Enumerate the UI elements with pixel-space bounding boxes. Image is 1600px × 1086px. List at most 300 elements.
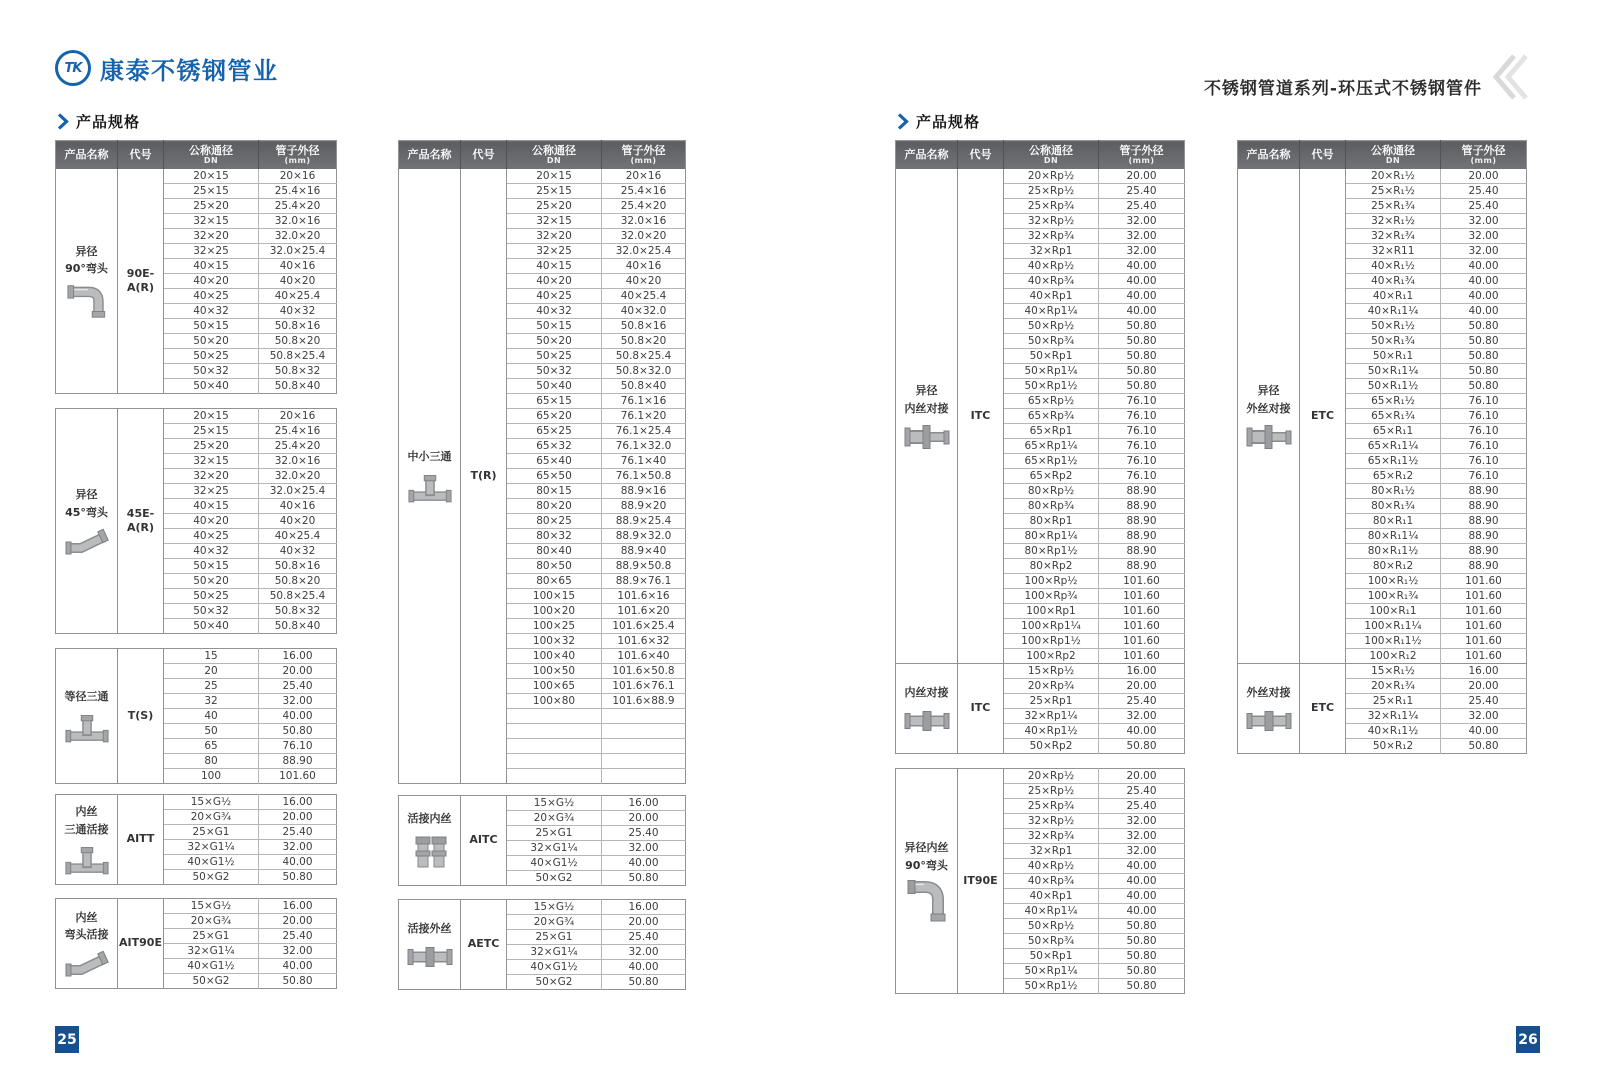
- dn-value: 50×R₁1¼: [1346, 364, 1441, 379]
- dn-value: [507, 769, 602, 784]
- od-value: 20.00: [1441, 169, 1527, 184]
- od-value: 40×16: [259, 259, 337, 274]
- od-value: [602, 709, 686, 724]
- od-value: 32.00: [1099, 244, 1185, 259]
- product-name: 内丝 三通活接: [64, 805, 109, 836]
- spec-row: [399, 796, 686, 811]
- product-cell: [56, 169, 118, 394]
- od-value: 40.00: [259, 709, 337, 724]
- od-value: 16.00: [259, 649, 337, 664]
- od-value: 76.1×20: [602, 409, 686, 424]
- od-value: 76.10: [1441, 454, 1527, 469]
- product-name: 异径 90°弯头: [65, 244, 108, 275]
- od-value: 50.80: [1441, 319, 1527, 334]
- od-value: 50.80: [1099, 934, 1185, 949]
- od-value: 32.00: [259, 944, 337, 959]
- dn-value: 50×R₁¾: [1346, 334, 1441, 349]
- od-value: 40×25.4: [259, 529, 337, 544]
- brand-name: 康泰不锈钢管业: [100, 56, 279, 85]
- dn-value: 25×G1: [164, 825, 259, 840]
- od-value: 40×25.4: [602, 289, 686, 304]
- dn-value: 100×R₁2: [1346, 649, 1441, 664]
- dn-value: 32×Rp1¼: [1004, 709, 1099, 724]
- od-value: 50.8×25.4: [602, 349, 686, 364]
- dn-value: 40×15: [164, 259, 259, 274]
- od-value: 16.00: [602, 900, 686, 915]
- product-photo-elbow45-icon: [56, 526, 117, 556]
- dn-value: 80×25: [507, 514, 602, 529]
- od-value: 40.00: [1441, 304, 1527, 319]
- dn-value: 50×15: [507, 319, 602, 334]
- dn-value: 65×40: [507, 454, 602, 469]
- dn-value: 65×R₁1¼: [1346, 439, 1441, 454]
- dn-value: 50×40: [164, 379, 259, 394]
- brand-logo-icon: [55, 50, 91, 86]
- dn-value: 50×40: [507, 379, 602, 394]
- dn-value: 25×Rp½: [1004, 184, 1099, 199]
- od-value: 25.4×20: [602, 199, 686, 214]
- dn-value: [507, 724, 602, 739]
- dn-value: 15×G½: [164, 899, 259, 914]
- od-value: 32.0×16: [602, 214, 686, 229]
- dn-value: 40×G1½: [164, 855, 259, 870]
- product-name: 内丝对接: [904, 686, 949, 700]
- spec-row: [896, 664, 1185, 679]
- od-value: 76.10: [1099, 424, 1185, 439]
- od-value: 32.0×16: [259, 454, 337, 469]
- section-header-left: [57, 111, 140, 132]
- spec-table: [895, 140, 1185, 754]
- od-value: 76.10: [1099, 454, 1185, 469]
- spec-row: [399, 169, 686, 184]
- dn-value: 80×65: [507, 574, 602, 589]
- spec-row: [896, 769, 1185, 784]
- od-value: 88.9×32.0: [602, 529, 686, 544]
- dn-value: 32×G1¼: [507, 841, 602, 856]
- spec-row: [1238, 169, 1527, 184]
- dn-value: 32×Rp1: [1004, 844, 1099, 859]
- dn-value: [507, 709, 602, 724]
- dn-value: 50×Rp1: [1004, 949, 1099, 964]
- product-cell: [896, 169, 958, 664]
- dn-value: 80×40: [507, 544, 602, 559]
- dn-value: 25×20: [507, 199, 602, 214]
- od-value: 101.60: [1099, 574, 1185, 589]
- od-value: 40.00: [259, 855, 337, 870]
- dn-value: 40×R₁1¼: [1346, 304, 1441, 319]
- od-value: 50.8×16: [259, 559, 337, 574]
- dn-value: 65×R₁1½: [1346, 454, 1441, 469]
- od-value: 20.00: [1099, 679, 1185, 694]
- dn-value: 40×15: [507, 259, 602, 274]
- od-value: 50.80: [1099, 334, 1185, 349]
- dn-value: 40×25: [164, 289, 259, 304]
- product-cell: [56, 409, 118, 634]
- dn-value: 50×Rp½: [1004, 919, 1099, 934]
- dn-value: 20×Rp¾: [1004, 679, 1099, 694]
- spec-row: [56, 169, 337, 184]
- dn-value: 20×Rp½: [1004, 769, 1099, 784]
- od-value: 40.00: [602, 960, 686, 975]
- od-value: 101.6×32: [602, 634, 686, 649]
- dn-value: 100: [164, 769, 259, 784]
- dn-value: 40×Rp¾: [1004, 874, 1099, 889]
- dn-value: 40×G1½: [507, 960, 602, 975]
- od-value: 25.4×20: [259, 199, 337, 214]
- od-value: 76.10: [259, 739, 337, 754]
- od-value: 101.60: [1099, 634, 1185, 649]
- od-value: 20.00: [602, 811, 686, 826]
- od-value: 101.6×25.4: [602, 619, 686, 634]
- od-value: 76.10: [1441, 424, 1527, 439]
- product-photo-elbow45-icon: [56, 948, 117, 978]
- code-cell: ITC: [958, 169, 1004, 664]
- od-value: 50.80: [1099, 979, 1185, 994]
- product-cell: [1238, 169, 1300, 664]
- product-name: 等径三通: [64, 690, 109, 704]
- spec-column-4: [1237, 140, 1527, 754]
- dn-value: 80×Rp½: [1004, 484, 1099, 499]
- spec-column-3: [895, 140, 1185, 994]
- dn-value: 15×G½: [507, 796, 602, 811]
- code-cell: AIT90E: [118, 899, 164, 989]
- dn-value: 65: [164, 739, 259, 754]
- od-value: 50.8×32: [259, 364, 337, 379]
- dn-value: 80×R₁2: [1346, 559, 1441, 574]
- od-value: 50.80: [259, 724, 337, 739]
- product-photo-coupling-icon: [896, 707, 957, 733]
- od-value: 32.0×25.4: [259, 244, 337, 259]
- od-value: 101.60: [1441, 604, 1527, 619]
- code-cell: 90E- A(R): [118, 169, 164, 394]
- dn-value: 32×15: [507, 214, 602, 229]
- od-value: [602, 769, 686, 784]
- dn-value: 40×32: [164, 544, 259, 559]
- dn-value: 25×20: [164, 199, 259, 214]
- dn-value: 32×20: [507, 229, 602, 244]
- product-photo-coupling-icon: [1238, 707, 1299, 733]
- product-name: 异径 外丝对接: [1246, 384, 1291, 415]
- dn-value: 25×R₁1: [1346, 694, 1441, 709]
- dn-value: 50×Rp1½: [1004, 379, 1099, 394]
- product-cell: [1238, 664, 1300, 754]
- product-photo-union-pair-icon: [399, 833, 460, 871]
- dn-value: [507, 739, 602, 754]
- dn-value: 32×G1¼: [164, 944, 259, 959]
- spec-header-row: [896, 141, 1185, 170]
- od-value: 50.8×16: [259, 319, 337, 334]
- od-value: 50.80: [1099, 739, 1185, 754]
- dn-value: 65×25: [507, 424, 602, 439]
- dn-value: 20×G¾: [507, 915, 602, 930]
- od-value: 40.00: [1099, 904, 1185, 919]
- col-header-code: 代号: [1300, 141, 1346, 170]
- product-cell: [399, 900, 461, 990]
- product-photo-elbow90-f-icon: [896, 879, 957, 923]
- dn-value: 32×G1¼: [507, 945, 602, 960]
- dn-value: 80×50: [507, 559, 602, 574]
- dn-value: 20×15: [164, 169, 259, 184]
- od-value: 40.00: [1441, 724, 1527, 739]
- od-value: 32.00: [1441, 214, 1527, 229]
- dn-value: 50×G2: [507, 871, 602, 886]
- dn-value: 100×25: [507, 619, 602, 634]
- dn-value: 40: [164, 709, 259, 724]
- od-value: 50.80: [1099, 379, 1185, 394]
- dn-value: 25×Rp1: [1004, 694, 1099, 709]
- dn-value: 40×32: [164, 304, 259, 319]
- product-photo-tee-icon: [56, 711, 117, 744]
- od-value: 16.00: [259, 899, 337, 914]
- col-header-code: 代号: [118, 141, 164, 170]
- product-photo-tee-icon: [56, 843, 117, 876]
- dn-value: 65×Rp½: [1004, 394, 1099, 409]
- code-cell: ETC: [1300, 169, 1346, 664]
- dn-value: 25×G1: [507, 826, 602, 841]
- dn-value: 40×Rp1¼: [1004, 304, 1099, 319]
- od-value: 40.00: [1099, 259, 1185, 274]
- dn-value: 80×Rp1¼: [1004, 529, 1099, 544]
- od-value: 32.0×25.4: [259, 484, 337, 499]
- od-value: 101.60: [1441, 619, 1527, 634]
- od-value: 88.9×25.4: [602, 514, 686, 529]
- od-value: 32.00: [259, 694, 337, 709]
- od-value: 76.10: [1441, 439, 1527, 454]
- product-name: 异径内丝 90°弯头: [904, 841, 949, 872]
- od-value: 40×20: [602, 274, 686, 289]
- od-value: 88.90: [1441, 529, 1527, 544]
- col-header-product: 产品名称: [399, 141, 461, 170]
- dn-value: 32×R₁¾: [1346, 229, 1441, 244]
- dn-value: 80: [164, 754, 259, 769]
- dn-value: 65×R₁1: [1346, 424, 1441, 439]
- dn-value: 100×R₁½: [1346, 574, 1441, 589]
- od-value: 50.80: [1099, 349, 1185, 364]
- od-value: 50.8×25.4: [259, 349, 337, 364]
- od-value: 88.9×16: [602, 484, 686, 499]
- col-header-dn: 公称通径 DN: [507, 141, 602, 170]
- spec-table: [398, 899, 686, 990]
- od-value: 50.8×20: [602, 334, 686, 349]
- spec-row: [56, 899, 337, 914]
- dn-value: 50×15: [164, 319, 259, 334]
- dn-value: 50: [164, 724, 259, 739]
- code-cell: AITT: [118, 795, 164, 885]
- dn-value: [507, 754, 602, 769]
- product-name: 异径 内丝对接: [904, 384, 949, 415]
- spec-header-row: [1238, 141, 1527, 170]
- od-value: 32.00: [259, 840, 337, 855]
- dn-value: 80×15: [507, 484, 602, 499]
- spec-table: [55, 140, 337, 394]
- dn-value: 15: [164, 649, 259, 664]
- dn-value: 32×Rp¾: [1004, 829, 1099, 844]
- od-value: 50.8×32: [259, 604, 337, 619]
- dn-value: 25×15: [164, 184, 259, 199]
- od-value: 20.00: [259, 914, 337, 929]
- dn-value: 100×40: [507, 649, 602, 664]
- dn-value: 40×Rp1: [1004, 889, 1099, 904]
- od-value: 40×25.4: [259, 289, 337, 304]
- od-value: 32.00: [1441, 229, 1527, 244]
- dn-value: 25×15: [164, 424, 259, 439]
- od-value: 32.00: [602, 945, 686, 960]
- product-photo-tee-icon: [399, 471, 460, 504]
- dn-value: 100×R₁1¼: [1346, 619, 1441, 634]
- spec-header-row: [56, 141, 337, 170]
- dn-value: 25×20: [164, 439, 259, 454]
- dn-value: 50×R₁1: [1346, 349, 1441, 364]
- od-value: 101.60: [1099, 589, 1185, 604]
- section-chevron-icon: [897, 113, 909, 130]
- dn-value: 50×Rp1¼: [1004, 964, 1099, 979]
- od-value: 40.00: [1099, 304, 1185, 319]
- od-value: 88.90: [1441, 544, 1527, 559]
- product-cell: [56, 899, 118, 989]
- dn-value: 50×32: [164, 364, 259, 379]
- od-value: 76.10: [1441, 394, 1527, 409]
- dn-value: 15×G½: [507, 900, 602, 915]
- spec-table: [398, 795, 686, 886]
- product-name: 活接内丝: [407, 812, 452, 826]
- od-value: 101.60: [1441, 649, 1527, 664]
- dn-value: 40×R₁1½: [1346, 724, 1441, 739]
- dn-value: 32×Rp1: [1004, 244, 1099, 259]
- od-value: 101.6×88.9: [602, 694, 686, 709]
- od-value: 25.40: [602, 930, 686, 945]
- dn-value: 40×R₁¾: [1346, 274, 1441, 289]
- dn-value: 25×G1: [164, 929, 259, 944]
- dn-value: 80×R₁½: [1346, 484, 1441, 499]
- col-header-od: 管子外径 (mm): [259, 141, 337, 170]
- dn-value: 100×R₁1: [1346, 604, 1441, 619]
- od-value: 101.6×20: [602, 604, 686, 619]
- od-value: 32.0×16: [259, 214, 337, 229]
- code-cell: ETC: [1300, 664, 1346, 754]
- page-number-left: 25: [55, 1026, 79, 1053]
- page-number-right: 26: [1516, 1026, 1540, 1053]
- product-cell: [896, 664, 958, 754]
- od-value: 101.60: [1099, 649, 1185, 664]
- dn-value: 15×R₁½: [1346, 664, 1441, 679]
- od-value: 50.80: [1099, 919, 1185, 934]
- spec-table: [55, 648, 337, 784]
- spec-header-row: [399, 141, 686, 170]
- dn-value: 50×15: [164, 559, 259, 574]
- od-value: 50.80: [1099, 319, 1185, 334]
- dn-value: 80×R₁1½: [1346, 544, 1441, 559]
- spec-row: [56, 795, 337, 810]
- dn-value: 50×Rp2: [1004, 739, 1099, 754]
- spec-row: [56, 409, 337, 424]
- dn-value: 65×20: [507, 409, 602, 424]
- dn-value: 50×20: [164, 574, 259, 589]
- od-value: 40.00: [1099, 859, 1185, 874]
- dn-value: 40×Rp½: [1004, 859, 1099, 874]
- od-value: [602, 724, 686, 739]
- dn-value: 65×R₁2: [1346, 469, 1441, 484]
- od-value: [602, 739, 686, 754]
- dn-value: 25: [164, 679, 259, 694]
- od-value: 16.00: [1099, 664, 1185, 679]
- od-value: 25.40: [1099, 784, 1185, 799]
- od-value: 40×32: [259, 544, 337, 559]
- col-header-product: 产品名称: [1238, 141, 1300, 170]
- od-value: 32.00: [602, 841, 686, 856]
- od-value: 101.6×50.8: [602, 664, 686, 679]
- dn-value: 50×32: [164, 604, 259, 619]
- dn-value: 32×15: [164, 214, 259, 229]
- dn-value: 50×G2: [164, 974, 259, 989]
- dn-value: 80×Rp2: [1004, 559, 1099, 574]
- od-value: 25.40: [1099, 184, 1185, 199]
- col-header-od: 管子外径 (mm): [1099, 141, 1185, 170]
- od-value: 88.90: [1099, 529, 1185, 544]
- dn-value: 40×20: [164, 274, 259, 289]
- od-value: 25.4×16: [259, 184, 337, 199]
- dn-value: 100×32: [507, 634, 602, 649]
- od-value: 88.90: [1441, 514, 1527, 529]
- col-header-product: 产品名称: [56, 141, 118, 170]
- od-value: 76.10: [1441, 469, 1527, 484]
- dn-value: 100×Rp1: [1004, 604, 1099, 619]
- product-cell: [56, 795, 118, 885]
- dn-value: 65×Rp2: [1004, 469, 1099, 484]
- dn-value: 50×40: [164, 619, 259, 634]
- spec-row: [56, 649, 337, 664]
- od-value: 40.00: [1441, 259, 1527, 274]
- dn-value: 15×Rp½: [1004, 664, 1099, 679]
- dn-value: 20×R₁½: [1346, 169, 1441, 184]
- dn-value: 100×20: [507, 604, 602, 619]
- od-value: 20.00: [1441, 679, 1527, 694]
- dn-value: 50×Rp1: [1004, 349, 1099, 364]
- od-value: 20×16: [602, 169, 686, 184]
- product-photo-coupling-reducer-icon: [1238, 422, 1299, 450]
- od-value: 76.1×50.8: [602, 469, 686, 484]
- dn-value: 32×G1¼: [164, 840, 259, 855]
- od-value: 50.80: [1441, 739, 1527, 754]
- dn-value: 50×Rp¾: [1004, 934, 1099, 949]
- dn-value: 50×25: [507, 349, 602, 364]
- dn-value: 65×Rp1: [1004, 424, 1099, 439]
- od-value: 88.9×50.8: [602, 559, 686, 574]
- dn-value: 100×15: [507, 589, 602, 604]
- dn-value: 32×Rp½: [1004, 214, 1099, 229]
- od-value: 88.90: [1099, 484, 1185, 499]
- dn-value: 100×Rp1½: [1004, 634, 1099, 649]
- od-value: 40.00: [1441, 274, 1527, 289]
- od-value: 50.80: [602, 975, 686, 990]
- dn-value: 40×Rp½: [1004, 259, 1099, 274]
- od-value: 40×16: [259, 499, 337, 514]
- dn-value: 80×Rp1½: [1004, 544, 1099, 559]
- od-value: 20×16: [259, 409, 337, 424]
- od-value: 25.4×16: [602, 184, 686, 199]
- spec-table: [1237, 140, 1527, 754]
- od-value: 88.9×76.1: [602, 574, 686, 589]
- od-value: 101.60: [1099, 604, 1185, 619]
- dn-value: 50×25: [164, 589, 259, 604]
- od-value: 88.90: [1441, 499, 1527, 514]
- od-value: 40×32: [259, 304, 337, 319]
- dn-value: 100×Rp2: [1004, 649, 1099, 664]
- od-value: 40×16: [602, 259, 686, 274]
- dn-value: 32×R₁½: [1346, 214, 1441, 229]
- dn-value: 20×Rp½: [1004, 169, 1099, 184]
- code-cell: T(R): [461, 169, 507, 784]
- product-photo-elbow90-icon: [56, 282, 117, 319]
